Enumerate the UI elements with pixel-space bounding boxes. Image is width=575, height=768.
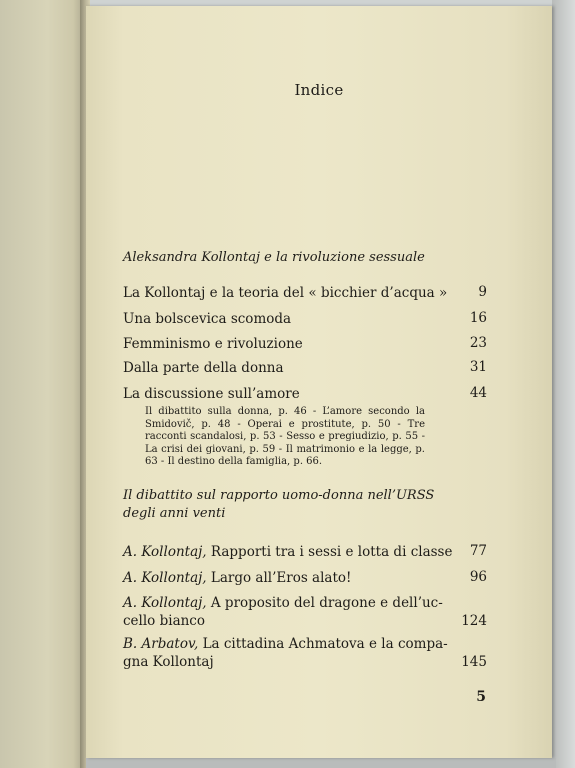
toc-entry: Una bolscevica scomoda [123, 311, 292, 327]
entry-title: La cittadina Achmatova e la compa- [202, 636, 448, 652]
toc-entry [123, 543, 485, 561]
book-page [86, 6, 552, 758]
toc-entry: Femminismo e rivoluzione [123, 336, 303, 352]
toc-entry [123, 635, 485, 671]
entry-title: Rapporti tra i sessi e lotta di classe [210, 544, 453, 560]
entry-author: A. Kollontaj, [123, 595, 207, 611]
section-heading-1: Aleksandra Kollontaj e la rivoluzione sessuale [123, 250, 425, 265]
toc-page-number: 9 [478, 284, 487, 300]
toc-entry [123, 594, 485, 630]
entry-author: A. Kollontaj, [123, 544, 207, 560]
toc-page-number: 44 [469, 385, 487, 401]
section-heading-2-line1: Il dibattito sul rapporto uomo-donna nell’URSS [123, 488, 435, 503]
entry-author: B. Arbatov, [123, 636, 199, 652]
toc-page-number: 145 [461, 654, 487, 670]
facing-page [0, 0, 86, 768]
entry-title: Largo all’Eros alato! [210, 570, 352, 586]
section-heading-2-line2: degli anni venti [123, 506, 226, 521]
background-bottom [86, 758, 556, 768]
chapter-summary: Il dibattito sulla donna, p. 46 - L’amore secondo la Smidovič, p. 48 - Operai e prostitute, p. 50 - Tre racconti scandalosi, p. 53 - Sesso e pregiudizio, p. 55 - La crisi dei giovani, p. 59 - Il matrimonio e la legge, p. 63 - Il destino della famiglia, p. 66. [145, 406, 425, 467]
toc-page-number: 124 [461, 613, 487, 629]
toc-entry: La Kollontaj e la teoria del « bicchier d’acqua » [123, 285, 448, 301]
toc-page-number: 31 [469, 359, 487, 375]
entry-title-continued: gna Kollontaj [123, 654, 214, 670]
toc-page-number: 77 [469, 543, 487, 559]
entry-title: A proposito del dragone e dell’uc- [210, 595, 443, 611]
entry-author: A. Kollontaj, [123, 570, 207, 586]
toc-entry [123, 569, 485, 587]
toc-entry: Dalla parte della donna [123, 360, 284, 376]
toc-page-number: 16 [469, 310, 487, 326]
toc-page-number: 96 [469, 569, 487, 585]
section-heading-2 [123, 487, 483, 523]
entry-title-continued: cello bianco [123, 613, 205, 629]
toc-page-number: 23 [469, 335, 487, 351]
background-right [552, 0, 575, 768]
toc-entry: La discussione sull’amore [123, 386, 300, 402]
folio-page-number: 5 [476, 689, 486, 705]
page-title: Indice [294, 81, 344, 99]
